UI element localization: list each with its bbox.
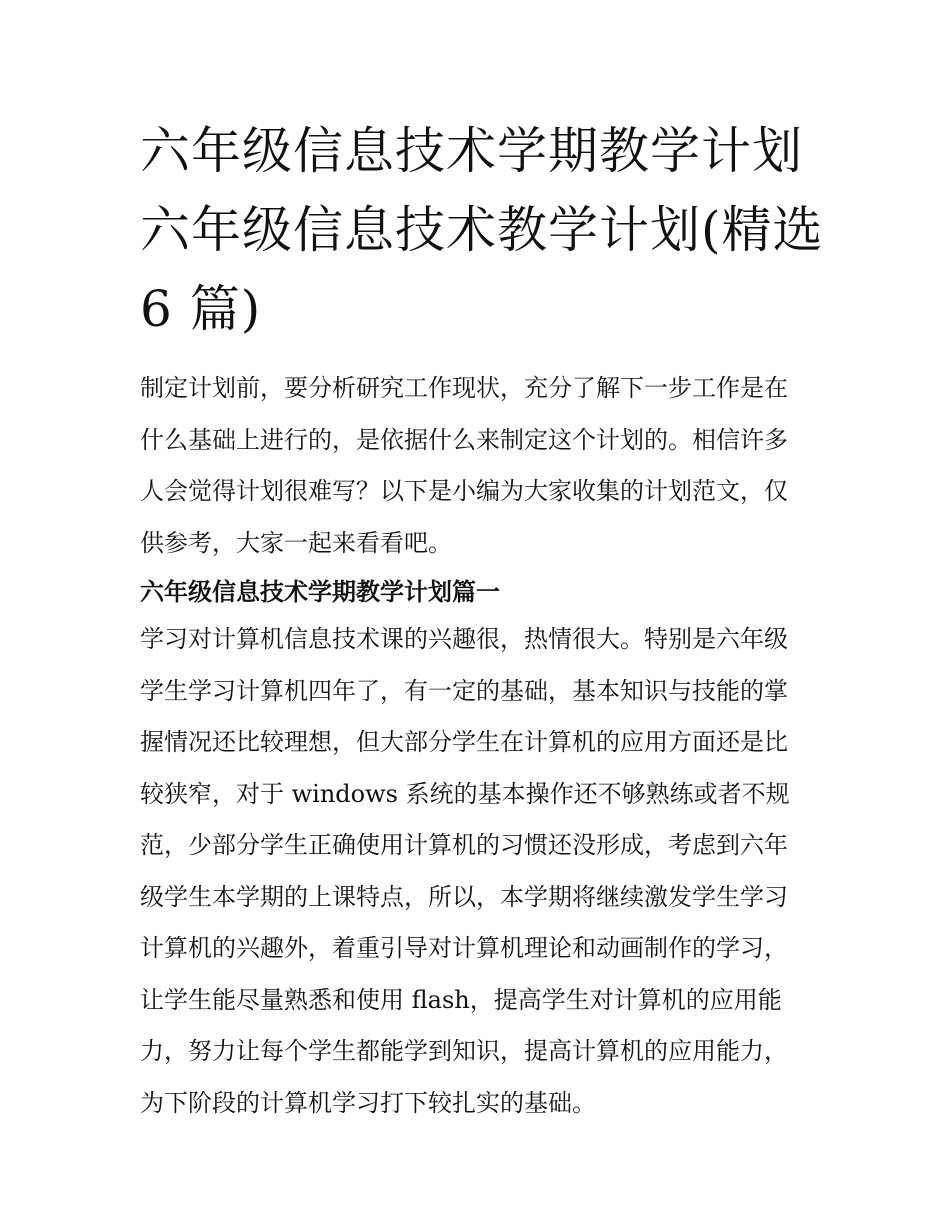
intro-paragraph <box>140 363 815 569</box>
section-heading: 六年级信息技术学期教学计划篇一 <box>140 577 500 606</box>
section-line: 较狭窄，对于 windows 系统的基本操作还不够熟练或者不规 <box>140 779 790 808</box>
intro-line: 制定计划前，要分析研究工作现状，充分了解下一步工作是在 <box>140 374 788 402</box>
title-line-2: 六年级信息技术教学计划(精选 <box>140 201 824 259</box>
section-line: 学生学习计算机四年了，有一定的基础，基本知识与技能的掌 <box>140 676 788 705</box>
title-line-1: 六年级信息技术学期教学计划 <box>140 122 803 180</box>
section-line: 级学生本学期的上课特点，所以，本学期将继续激发学生学习 <box>140 882 788 911</box>
title-line-3: 6 篇) <box>140 280 262 338</box>
section-line: 为下阶段的计算机学习打下较扎实的基础。 <box>140 1088 596 1117</box>
section-line: 范，少部分学生正确使用计算机的习惯还没形成，考虑到六年 <box>140 831 788 859</box>
section-paragraph <box>140 614 815 1129</box>
section-line: 力，努力让每个学生都能学到知识，提高计算机的应用能力， <box>140 1037 788 1065</box>
intro-line: 供参考，大家一起来看看吧。 <box>140 528 452 557</box>
section-line: 握情况还比较理想，但大部分学生在计算机的应用方面还是比 <box>140 728 788 756</box>
intro-line: 人会觉得计划很难写？以下是小编为大家收集的计划范文，仅 <box>140 477 788 505</box>
section-line: 学习对计算机信息技术课的兴趣很，热情很大。特别是六年级 <box>140 625 788 653</box>
section-line: 计算机的兴趣外，着重引导对计算机理论和动画制作的学习， <box>140 934 788 962</box>
document-title <box>140 112 824 349</box>
section-line: 让学生能尽量熟悉和使用 flash，提高学生对计算机的应用能 <box>140 985 782 1014</box>
document-page <box>140 112 824 1129</box>
intro-line: 什么基础上进行的，是依据什么来制定这个计划的。相信许多 <box>140 425 788 454</box>
